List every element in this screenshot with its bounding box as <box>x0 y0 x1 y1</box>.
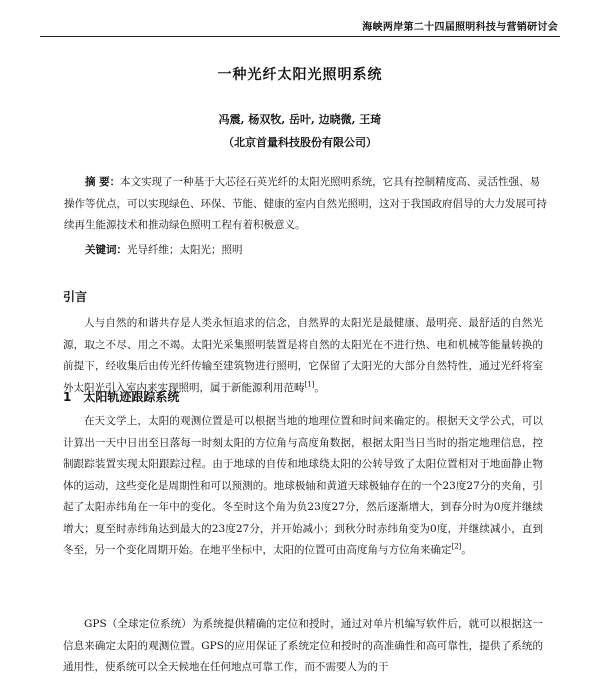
paragraph-end: 。 <box>314 381 325 394</box>
paper-title: 一种光纤太阳光照明系统 <box>217 67 383 83</box>
running-header: 海峡两岸第二十四届照明科技与营销研讨会 <box>362 22 558 33</box>
section-heading-intro: 引言 <box>63 290 88 304</box>
keywords-text: 光导纤维；太阳光；照明 <box>127 244 243 256</box>
citation-ref: [2] <box>451 542 462 551</box>
affiliation: （北京首量科技股份有限公司） <box>223 136 377 149</box>
paragraph-end: 。 <box>461 544 472 556</box>
paragraph-text: GPS（全球定位系统）为系统提供精确的定位和授时，通过对单片机编写软件后，就可以根据这一信息来确定太阳的观测位置。GPS的应用保证了系统定位和授时的高准确性和高可靠性，提供了系统的通用性，使系统可以全天候地在任何地点可靠工作，而不需要人为的干 <box>63 618 543 673</box>
citation-ref: [1] <box>304 380 315 388</box>
abstract-label: 摘 要： <box>85 176 121 188</box>
section-title: 太阳轨迹跟踪系统 <box>83 390 180 404</box>
paragraph-astronomy <box>63 411 543 562</box>
paragraph-text: 人与自然的和谐共存是人类永恒追求的信念，自然界的太阳光是最健康、最明亮、最舒适的自然光源，取之不尽、用之不竭。太阳光采集照明装置是将自然的太阳光在不进行热、电和机械等能量转换的前提下，经收集后由传光纤传输至建筑物进行照明，它保留了太阳光的大部分自然特性，通过光纤将室外太阳光引入室内来实现照明，属于新能源利用范畴 <box>63 317 543 394</box>
paragraph-intro <box>63 313 543 399</box>
paragraph-gps <box>63 614 543 679</box>
paragraph-text: 在天文学上，太阳的观测位置是可以根据当地的地理位置和时间来确定的。根据天文学公式，可以计算出一天中日出至日落每一时刻太阳的方位角与高度角数据，根据太阳当日当时的指定地理信息，控制跟踪装置实现太阳跟踪过程。由于地球的自传和地球绕太阳的公转导致了太阳位置相对于地面静止物体的运动，这些变化是周期性和可以预测的。地球极轴和黄道天球极轴存在的一个23度27分的夹角，引起了太阳赤纬角在一年中的变化。冬至时这个角为负23度27分，然后逐渐增大，到春分时为0度并继续增大；夏至时赤纬角达到最大的23度27分，并开始减小；到秋分时赤纬角变为0度，并继续减小，直到冬至，另一个变化周期开始。在地平坐标中，太阳的位置可由高度角与方位角来确定 <box>63 415 543 556</box>
section-heading-1 <box>63 388 179 405</box>
header-rule <box>40 36 560 37</box>
section-number: 1 <box>63 390 72 404</box>
keywords-label: 关键词： <box>85 244 127 256</box>
keywords <box>85 240 545 262</box>
author-list: 冯震, 杨双牧, 岳叶, 边晓微, 王琦 <box>218 113 382 126</box>
abstract <box>64 172 550 237</box>
abstract-text: 本文实现了一种基于大芯径石英光纤的太阳光照明系统，它具有控制精度高、灵活性强、易操作等优点，可以实现绿色、环保、节能、健康的室内自然光照明，这对于我国政府倡导的大力发展可持续再生能源技术和推动绿色照明工程有着积极意义。 <box>64 176 547 231</box>
